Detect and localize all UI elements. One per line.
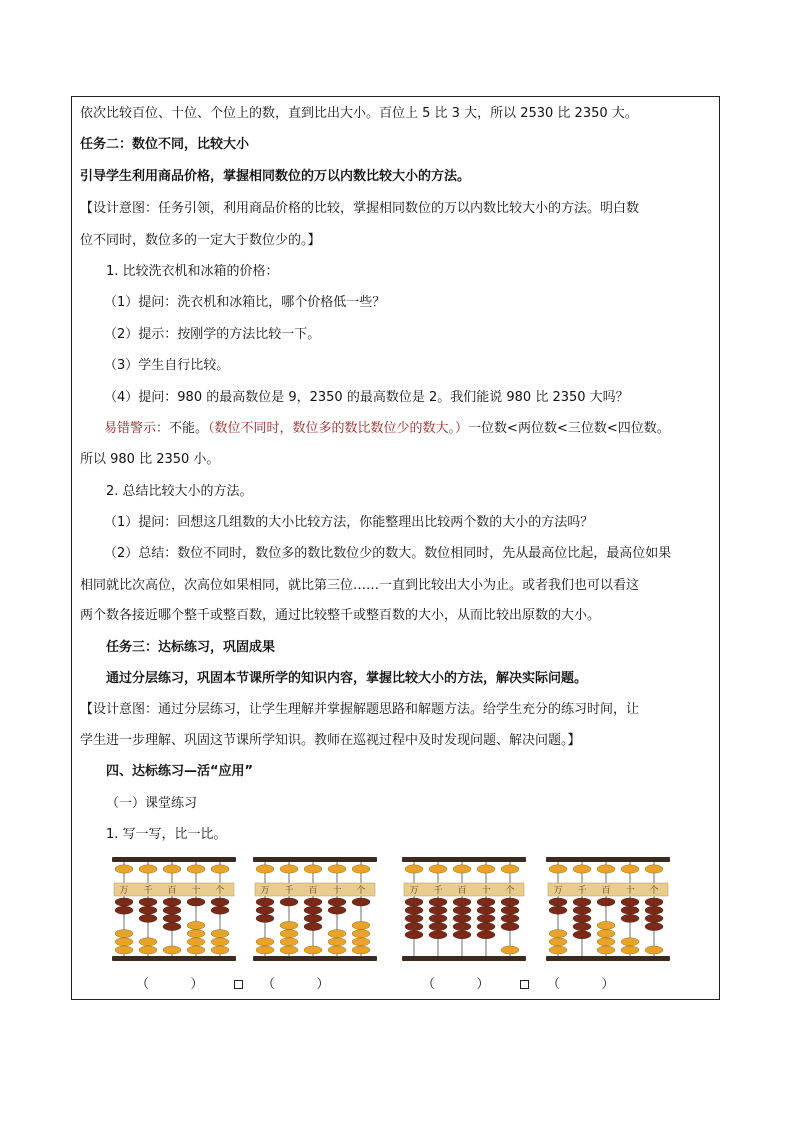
heaven-bead bbox=[139, 865, 157, 873]
rest-bead bbox=[352, 930, 370, 938]
counted-bead bbox=[328, 906, 346, 914]
heaven-bead bbox=[211, 865, 229, 873]
abacus-top-bar bbox=[546, 857, 670, 862]
counted-bead bbox=[501, 906, 519, 914]
abacus-bottom-bar bbox=[112, 956, 236, 961]
abacus-top-bar bbox=[253, 857, 377, 862]
heaven-bead bbox=[187, 865, 205, 873]
rest-bead bbox=[621, 938, 639, 946]
heaven-bead bbox=[352, 865, 370, 873]
rest-bead bbox=[187, 938, 205, 946]
digit-order-text: 一位数<两位数<三位数<四位数。 bbox=[468, 421, 670, 436]
rest-bead bbox=[115, 938, 133, 946]
rest-bead bbox=[352, 946, 370, 954]
counted-bead bbox=[304, 914, 322, 922]
abacus-top-bar bbox=[402, 857, 526, 862]
counted-bead bbox=[405, 906, 423, 914]
counted-bead bbox=[429, 931, 447, 939]
rule-note: （数位不同时，数位多的数比数位少的数大。） bbox=[208, 421, 469, 436]
sub-item: （2）提示：按刚学的方法比较一下。 bbox=[104, 327, 321, 342]
abacus-bottom-bar bbox=[253, 956, 377, 961]
counted-bead bbox=[621, 898, 639, 906]
exercise-prompt: 1. 写一写，比一比。 bbox=[106, 827, 227, 842]
place-label: 百 bbox=[601, 886, 611, 896]
design-intent-line: 学生进一步理解、巩固这节课所学知识。教师在巡视过程中及时发现问题、解决问题。】 bbox=[80, 733, 581, 748]
abacus-3 bbox=[402, 857, 526, 961]
rest-bead bbox=[597, 938, 615, 946]
task-two-goal: 引导学生利用商品价格，掌握相同数位的万以内数比较大小的方法。 bbox=[80, 169, 471, 184]
error-warning-line bbox=[104, 421, 670, 437]
counted-bead bbox=[621, 906, 639, 914]
task-two-heading: 任务二：数位不同，比较大小 bbox=[80, 137, 250, 152]
rest-bead bbox=[211, 930, 229, 938]
counted-bead bbox=[477, 906, 495, 914]
counted-bead bbox=[163, 898, 181, 906]
rest-bead bbox=[211, 938, 229, 946]
subsection-heading: （一）课堂练习 bbox=[106, 796, 198, 811]
counted-bead bbox=[429, 906, 447, 914]
rest-bead bbox=[163, 946, 181, 954]
rest-bead bbox=[139, 946, 157, 954]
rest-bead bbox=[187, 930, 205, 938]
counted-bead bbox=[429, 898, 447, 906]
counted-bead bbox=[501, 914, 519, 922]
place-label: 万 bbox=[409, 886, 419, 896]
counted-bead bbox=[429, 923, 447, 931]
counted-bead bbox=[115, 898, 133, 906]
heaven-bead bbox=[115, 865, 133, 873]
counted-bead bbox=[645, 923, 663, 931]
counted-bead bbox=[163, 914, 181, 922]
counted-bead bbox=[211, 906, 229, 914]
rest-bead bbox=[621, 946, 639, 954]
counted-bead bbox=[139, 914, 157, 922]
place-label: 万 bbox=[119, 886, 129, 896]
rest-bead bbox=[280, 946, 298, 954]
rest-bead bbox=[139, 938, 157, 946]
place-label: 千 bbox=[284, 886, 294, 896]
heaven-bead bbox=[429, 865, 447, 873]
heaven-bead bbox=[549, 865, 567, 873]
counted-bead bbox=[645, 898, 663, 906]
place-label: 千 bbox=[433, 886, 443, 896]
answer-blank[interactable]: （ ） bbox=[262, 977, 330, 992]
rest-bead bbox=[211, 946, 229, 954]
rest-bead bbox=[115, 946, 133, 954]
counted-bead bbox=[115, 906, 133, 914]
place-label: 十 bbox=[332, 886, 342, 896]
answer-text: 不能。 bbox=[169, 421, 209, 436]
heaven-bead bbox=[573, 865, 591, 873]
heaven-bead bbox=[256, 865, 274, 873]
counted-bead bbox=[549, 906, 567, 914]
text-line: 相同就比次高位，次高位如果相同，就比第三位……一直到比较出大小为止。或者我们也可以看这 bbox=[80, 578, 640, 593]
place-label: 十 bbox=[625, 886, 635, 896]
heaven-bead bbox=[328, 865, 346, 873]
rest-bead bbox=[501, 946, 519, 954]
counted-bead bbox=[573, 923, 591, 931]
counted-bead bbox=[163, 923, 181, 931]
counted-bead bbox=[597, 898, 615, 906]
counted-bead bbox=[501, 898, 519, 906]
place-label: 十 bbox=[191, 886, 201, 896]
heaven-bead bbox=[477, 865, 495, 873]
rest-bead bbox=[645, 946, 663, 954]
counted-bead bbox=[477, 898, 495, 906]
place-label: 十 bbox=[481, 886, 491, 896]
task-three-heading: 任务三：达标练习，巩固成果 bbox=[106, 640, 276, 655]
error-warning-label: 易错警示： bbox=[104, 421, 170, 436]
abacus-bottom-bar bbox=[546, 956, 670, 961]
rest-bead bbox=[352, 921, 370, 929]
counted-bead bbox=[573, 898, 591, 906]
place-label: 百 bbox=[167, 886, 177, 896]
counted-bead bbox=[405, 931, 423, 939]
counted-bead bbox=[477, 931, 495, 939]
rest-bead bbox=[280, 930, 298, 938]
heaven-bead bbox=[453, 865, 471, 873]
rest-bead bbox=[549, 946, 567, 954]
counted-bead bbox=[573, 906, 591, 914]
counted-bead bbox=[139, 906, 157, 914]
abacus-bottom-bar bbox=[402, 956, 526, 961]
counted-bead bbox=[645, 914, 663, 922]
counted-bead bbox=[573, 931, 591, 939]
heaven-bead bbox=[645, 865, 663, 873]
place-label: 千 bbox=[577, 886, 587, 896]
counted-bead bbox=[304, 923, 322, 931]
rest-bead bbox=[187, 946, 205, 954]
rest-bead bbox=[352, 938, 370, 946]
place-label: 个 bbox=[649, 886, 659, 896]
task-three-goal: 通过分层练习，巩固本节课所学的知识内容，掌握比较大小的方法，解决实际问题。 bbox=[106, 671, 588, 686]
heaven-bead bbox=[501, 865, 519, 873]
text-line: 所以 980 比 2350 小。 bbox=[80, 452, 220, 467]
design-intent-line: 【设计意图：通过分层练习，让学生理解并掌握解题思路和解题方法。给学生充分的练习时间，让 bbox=[80, 702, 640, 717]
counted-bead bbox=[405, 898, 423, 906]
rest-bead bbox=[256, 938, 274, 946]
counted-bead bbox=[549, 898, 567, 906]
counted-bead bbox=[621, 914, 639, 922]
numbered-item: 2. 总结比较大小的方法。 bbox=[106, 484, 253, 499]
sub-item: （1）提问：回想这几组数的大小比较方法，你能整理出比较两个数的大小的方法吗？ bbox=[104, 515, 594, 530]
sub-item: （3）学生自行比较。 bbox=[104, 358, 230, 373]
counted-bead bbox=[453, 931, 471, 939]
sub-item: （4）提问：980 的最高数位是 9，2350 的最高数位是 2。我们能说 980 比 2350 大吗？ bbox=[104, 390, 629, 405]
heaven-bead bbox=[280, 865, 298, 873]
abacus-1 bbox=[112, 857, 236, 961]
counted-bead bbox=[163, 906, 181, 914]
counted-bead bbox=[501, 923, 519, 931]
sub-item: （1）提问：洗衣机和冰箱比，哪个价格低一些？ bbox=[104, 295, 386, 310]
rest-bead bbox=[549, 938, 567, 946]
rest-bead bbox=[328, 938, 346, 946]
rest-bead bbox=[328, 930, 346, 938]
rest-bead bbox=[549, 930, 567, 938]
rest-bead bbox=[115, 930, 133, 938]
abacus-2 bbox=[253, 857, 377, 961]
counted-bead bbox=[405, 923, 423, 931]
heaven-bead bbox=[163, 865, 181, 873]
heaven-bead bbox=[597, 865, 615, 873]
counted-bead bbox=[304, 906, 322, 914]
place-label: 个 bbox=[356, 886, 366, 896]
counted-bead bbox=[352, 898, 370, 906]
rest-bead bbox=[280, 938, 298, 946]
rest-bead bbox=[597, 921, 615, 929]
rest-bead bbox=[328, 946, 346, 954]
counted-bead bbox=[256, 898, 274, 906]
counted-bead bbox=[429, 914, 447, 922]
counted-bead bbox=[477, 914, 495, 922]
heaven-bead bbox=[405, 865, 423, 873]
rest-bead bbox=[597, 930, 615, 938]
answer-blank[interactable]: （ ） bbox=[547, 977, 615, 992]
counted-bead bbox=[453, 914, 471, 922]
answer-blank[interactable]: （ ） bbox=[136, 977, 204, 992]
rest-bead bbox=[280, 921, 298, 929]
counted-bead bbox=[280, 898, 298, 906]
place-label: 千 bbox=[143, 886, 153, 896]
section-four-heading: 四、达标练习—活“应用” bbox=[106, 764, 254, 779]
numbered-item: 1. 比较洗衣机和冰箱的价格： bbox=[106, 264, 279, 279]
place-label: 万 bbox=[260, 886, 270, 896]
counted-bead bbox=[477, 923, 495, 931]
counted-bead bbox=[256, 906, 274, 914]
counted-bead bbox=[187, 898, 205, 906]
heaven-bead bbox=[621, 865, 639, 873]
counted-bead bbox=[304, 898, 322, 906]
counted-bead bbox=[453, 906, 471, 914]
text-line: 依次比较百位、十位、个位上的数，直到比出大小。百位上 5 比 3 大，所以 2530 比 2350 大。 bbox=[80, 106, 638, 121]
place-label: 个 bbox=[215, 886, 225, 896]
counted-bead bbox=[453, 898, 471, 906]
counted-bead bbox=[328, 898, 346, 906]
rest-bead bbox=[597, 946, 615, 954]
counted-bead bbox=[256, 914, 274, 922]
place-label: 百 bbox=[457, 886, 467, 896]
rest-bead bbox=[187, 921, 205, 929]
compare-box[interactable] bbox=[520, 980, 529, 989]
counted-bead bbox=[405, 914, 423, 922]
sub-item: （2）总结：数位不同时，数位多的数比数位少的数大。数位相同时，先从最高位比起，最高位如果 bbox=[104, 546, 672, 561]
counted-bead bbox=[573, 914, 591, 922]
design-intent-line: 位不同时，数位多的一定大于数位少的。】 bbox=[80, 233, 321, 248]
heaven-bead bbox=[304, 865, 322, 873]
place-label: 万 bbox=[553, 886, 563, 896]
place-label: 个 bbox=[505, 886, 515, 896]
compare-box[interactable] bbox=[234, 980, 243, 989]
counted-bead bbox=[645, 906, 663, 914]
counted-bead bbox=[211, 898, 229, 906]
rest-bead bbox=[304, 946, 322, 954]
answer-blank[interactable]: （ ） bbox=[422, 977, 490, 992]
place-label: 百 bbox=[308, 886, 318, 896]
abacus-4 bbox=[546, 857, 670, 961]
counted-bead bbox=[453, 923, 471, 931]
text-line: 两个数各接近哪个整千或整百数，通过比较整千或整百数的大小，从而比较出原数的大小。 bbox=[80, 608, 601, 623]
abacus-top-bar bbox=[112, 857, 236, 862]
rest-bead bbox=[256, 946, 274, 954]
counted-bead bbox=[139, 898, 157, 906]
design-intent-line: 【设计意图：任务引领，利用商品价格的比较，掌握相同数位的万以内数比较大小的方法。明白数 bbox=[80, 201, 640, 216]
